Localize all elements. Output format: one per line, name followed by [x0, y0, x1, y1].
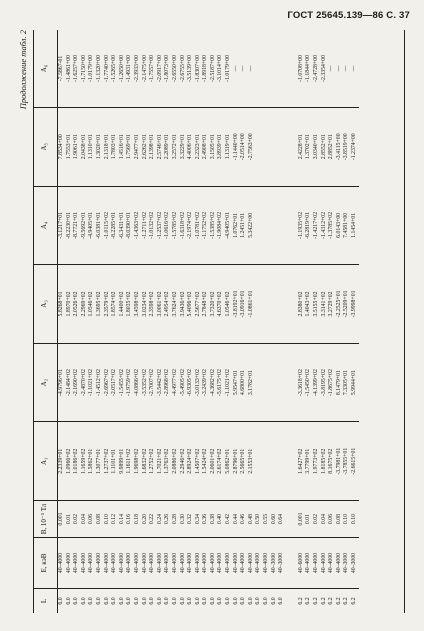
coefficients-table [33, 30, 359, 613]
cell-A1: 1.6427+02 3.7799+01 1.9773+02 1.8185+02 8.1675+02 -3.7981+01 -3.7855+01 -2.6615+01 [286, 422, 359, 501]
cell-B: 0.001 0.01 0.02 0.04 0.06 0.08 0.10 0.10 [286, 501, 359, 538]
table-continuation-label: Продолжение табл. 2 [18, 30, 28, 110]
cell-L: 6.0 6.0 6.0 6.0 6.0 6.0 6.0 6.0 6.0 6.0 6.0 6.0 6.0 6.0 6.0 6.0 6.0 6.0 6.0 6.0 6.0 6.0 6.0 6.0 6.0 6.0 6.0 6.0 6.0 6.0 [58, 589, 286, 614]
col-header-A2: A₂ [33, 343, 58, 422]
table-bottom-rule [404, 30, 405, 613]
col-header-L: L [33, 589, 58, 614]
cell-A6: -7.5867-01 -1.4861+00 -1.6257+00 -1.7150+00 -1.0179+00 -1.1320+00 -1.7740+00 -1.5265+00 -1.2650+00 -1.4931+00 -2.3933+00 -2.1475+00 -1.7557+00 -2.0917+00 -1.8073+00 -2.6550+00 -2.6755+00 -3.5139+00 -1.8307+00 -1.8918+00 -2.5187+00 -3.1014+00 -1.0179+00 — — — [58, 55, 254, 82]
table-header-row [33, 30, 58, 613]
cell-A1: 2.2339+01 1.0966+02 1.0186+02 1.1659+02 1.5862+01 1.3077+01 1.2737+02 1.1101+01 9.9899+01 1.1611+02 1.9698+02 1.6832+02 1.2752+02 1.7021+02 1.3763+02 2.0886+02 2.2946+02 2.8924+02 1.4507+02 1.5424+02 2.0601+02 2.6174+02 5.0862+01 2.8796+01 2.5665+01 2.1553+01 [58, 422, 286, 501]
cell-A3: 5.8268+01 1.8970+02 2.0526+02 2.2969+02 1.0546+02 1.3695+02 2.3579+02 1.8574+02 1.4400+02 1.8035+02 3.4598+02 3.0234+02 2.3598+02 3.0061+02 2.4954+02 3.7624+02 3.9436+02 5.4096+02 2.5677+02 2.7848+02 3.7320+02 4.6370+02 1.0546+02 -3.8192+01 -3.0916+01 -1.0861+01 [58, 265, 286, 344]
cell-A5: 2.4228+01 1.3702+01 3.0340+01 2.8552+01 2.8852+01 -3.4115+00 -3.8519+00 -1.2374+00 [286, 107, 359, 186]
cell-B: 0.001 0.01 0.02 0.04 0.06 0.08 0.10 0.12 0.14 0.16 0.18 0.20 0.22 0.24 0.26 0.28 0.30 0.32 0.34 0.36 0.38 0.40 0.42 0.44 0.46 0.48 0.50 0.55 0.60 0.64 [58, 501, 286, 538]
cell-L: 6.2 6.2 6.2 6.2 6.2 6.2 6.2 6.2 [286, 589, 359, 614]
col-header-A4: A₄ [33, 186, 58, 265]
cell-A2: -4.9796+01 -2.1484+02 -2.1690+02 -2.4870+02 -1.1021+02 -1.4512+02 -2.6967+02 -2.0517+02 -1.5455+02 -1.9759+02 -4.0866+02 -3.5352+02 -2.7007+02 -3.5442+02 -2.8968+02 -4.4977+02 -5.4905+02 -6.9305+02 -3.0133+02 -3.2439+02 -4.3682+02 -5.6175+02 -1.1021+02 5.9547+01 4.6800+01 3.1782+01 [58, 343, 286, 422]
cell-A4: -1.1935+02 -6.2819+01 -1.4217+02 -1.4312+02 -1.3785+02 6.0143+00 7.4581+00 1.1454+01 [286, 186, 359, 265]
page-header: ГОСТ 25645.139—86 С. 37 [287, 10, 410, 21]
col-header-B: B, 10⁻⁵ Тл [33, 501, 58, 538]
table-row-group-L6.0 [58, 30, 286, 613]
cell-E: 40–4000 40–4000 40–4000 40–4000 40–4000 40–4000 40–4000 40–4000 40–4000 40–4000 40–4000 40–4000 40–4000 40–4000 40–4000 40–4000 40–4000 40–4000 40–4000 40–4000 40–4000 40–4000 40–4000 40–4000 40–4000 40–4000 40–4000 40–4000 40–3000 40–3000 [58, 538, 286, 589]
col-header-A5: A₅ [33, 107, 58, 186]
col-header-A6: A₆ [33, 30, 58, 107]
cell-A2: -3.3618+02 -1.5450+02 -4.1399+02 -3.8195+02 -1.8675+02 8.1479+01 7.3305+01 5.9944+01 [286, 343, 359, 422]
cell-A6: -1.0708+00 -1.1844+00 -2.4728+00 -2.3354+00 — — — — [297, 55, 357, 82]
cell-A5: 7.8534+00 1.7553+01 1.9061+01 2.0438+01 1.1310+01 1.3020+01 2.1318+01 1.7803+01 1.4516+01 1.7569+01 2.9477+01 2.6262+01 2.1398+01 2.5746+01 2.2089+01 3.2572+01 3.3229+01 4.4006+01 2.2323+01 2.4908+01 3.1505+01 3.8939+01 1.1319+01 -1.1440+00 -2.0514+00 -2.7563+00 [58, 107, 286, 186]
col-header-E: E, кэВ [33, 538, 58, 589]
cell-A4: -3.1217+01 -8.2230+01 -8.7721+01 -9.5692+01 -4.9405+01 -6.0381+01 -1.0115+02 -8.2285+01 -6.3431+01 -8.0390+01 -1.4363+02 -1.2711+02 -1.0132+02 -1.2537+02 -1.0616+02 -1.5785+02 -1.6318+02 -2.1974+02 -1.0781+02 -1.1752+02 -1.5385+02 -1.9084+02 -4.9405+01 1.0762+01 1.2451+01 5.3422+00 [58, 186, 286, 265]
col-header-A3: A₃ [33, 265, 58, 344]
table-row-group-L6.2 [286, 30, 359, 613]
col-header-A1: A₁ [33, 422, 58, 501]
cell-E: 40–6000 40–4000 40–4000 40–4000 40–4000 40–4000 40–3000 40–3000 [286, 538, 359, 589]
cell-A3: 2.8380+02 1.4043+02 3.5155+02 3.3141+02 3.2729+02 -2.2525+01 -2.5209+01 -3.9998+01 [286, 265, 359, 344]
